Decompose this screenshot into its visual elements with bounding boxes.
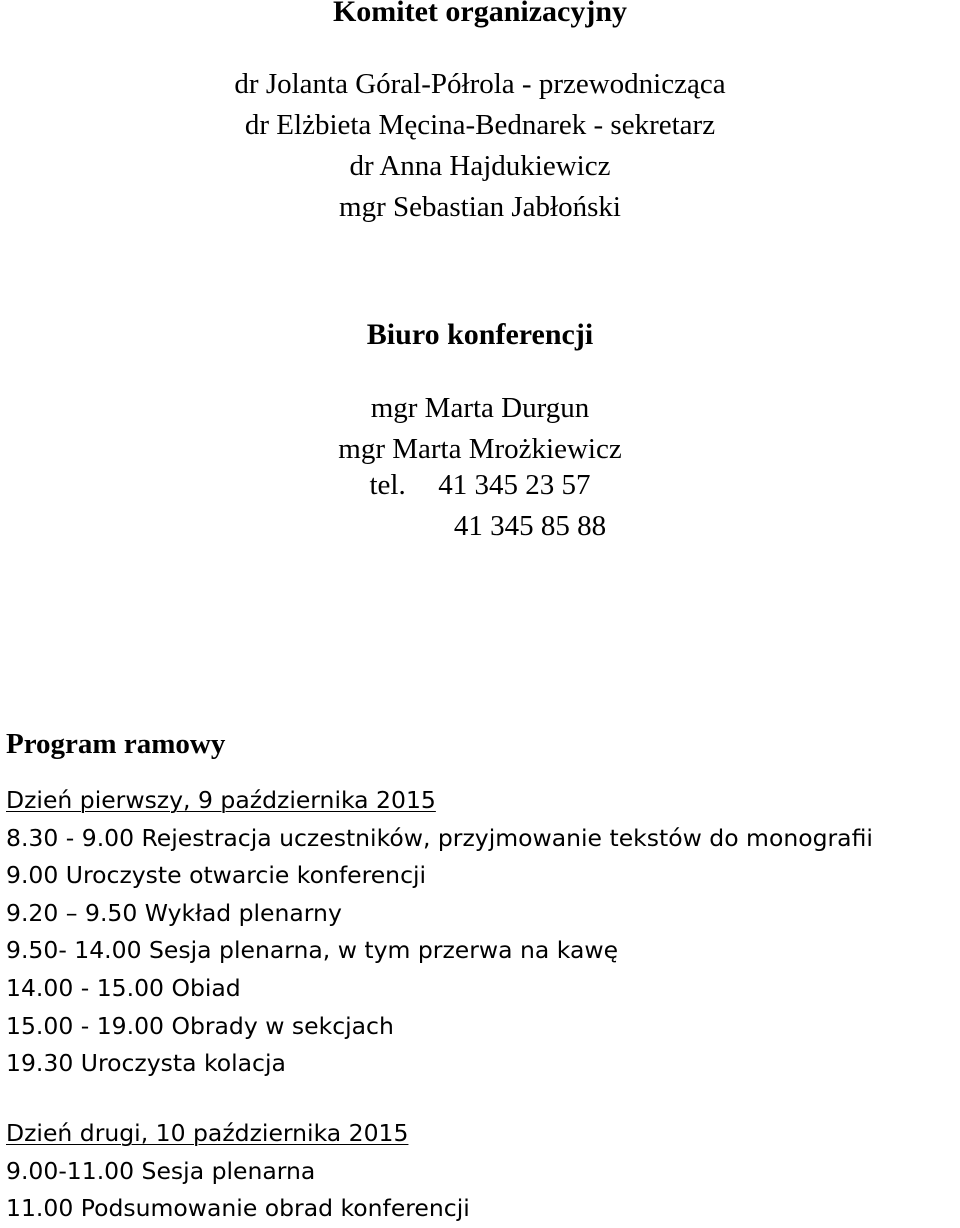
office-phone-line <box>0 465 960 506</box>
schedule-item: 15.00 - 19.00 Obrady w sekcjach <box>6 1011 394 1040</box>
committee-member: dr Jolanta Góral-Półrola - przewodnicząca <box>234 68 726 100</box>
conference-office-phone-block <box>0 465 960 547</box>
phone-number: 41 345 23 57 <box>438 469 591 501</box>
schedule-item: 8.30 - 9.00 Rejestracja uczestników, przyjmowanie tekstów do monografii <box>6 823 873 852</box>
program-day-one <box>6 782 956 1083</box>
schedule-item: 19.30 Uroczysta kolacja <box>6 1049 286 1078</box>
schedule-item: 9.00 Uroczyste otwarcie konferencji <box>6 861 427 890</box>
schedule-item: 9.50- 14.00 Sesja plenarna, w tym przerwa na kawę <box>6 936 619 965</box>
conference-office-title: Biuro konferencji <box>366 318 594 351</box>
schedule-item: 14.00 - 15.00 Obiad <box>6 973 241 1002</box>
phone-number: 41 345 85 88 <box>453 510 607 542</box>
office-phone-line <box>100 506 960 547</box>
office-staff-member: mgr Marta Durgun <box>370 392 590 424</box>
phone-label: tel. <box>369 469 406 501</box>
office-staff-member: mgr Marta Mrożkiewicz <box>338 433 622 465</box>
organizing-committee-title: Komitet organizacyjny <box>332 0 628 28</box>
committee-member: dr Elżbieta Męcina-Bednarek - sekretarz <box>244 109 716 141</box>
organizing-committee-members <box>0 64 960 228</box>
schedule-item: 9.00-11.00 Sesja plenarna <box>6 1156 316 1185</box>
day-two-heading: Dzień drugi, 10 października 2015 <box>6 1119 409 1147</box>
conference-office-staff <box>0 388 960 470</box>
program-day-two <box>6 1115 956 1228</box>
committee-member: dr Anna Hajdukiewicz <box>349 150 611 182</box>
schedule-item: 9.20 – 9.50 Wykład plenarny <box>6 898 342 927</box>
day-one-heading: Dzień pierwszy, 9 października 2015 <box>6 786 436 814</box>
schedule-item: 11.00 Podsumowanie obrad konferencji <box>6 1194 470 1223</box>
committee-member: mgr Sebastian Jabłoński <box>339 191 621 223</box>
program-title: Program ramowy <box>6 728 226 760</box>
